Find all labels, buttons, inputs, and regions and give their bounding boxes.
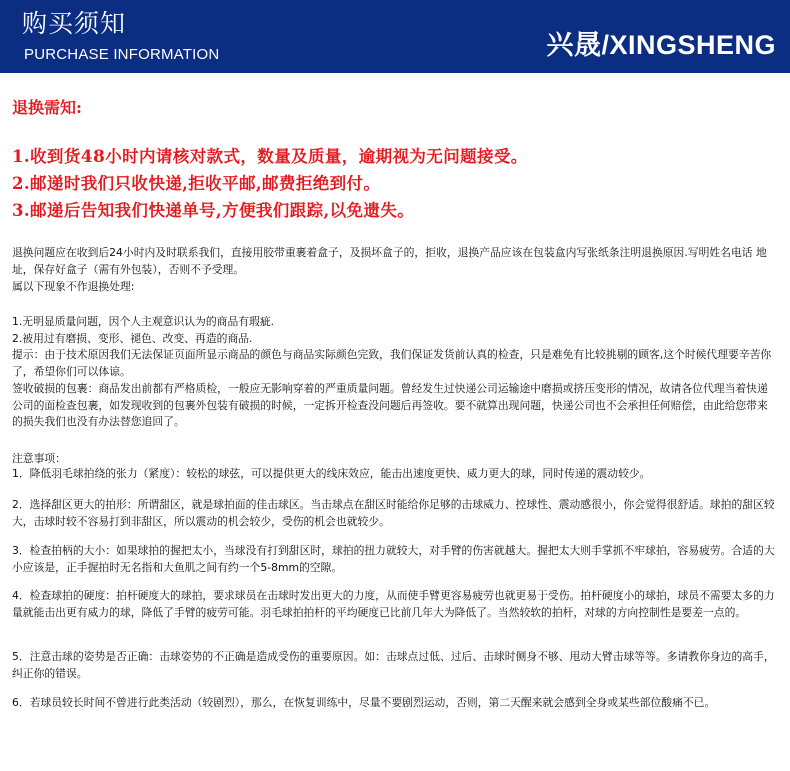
exclusion-item: 1.无明显质量问题，因个人主观意识认为的商品有瑕疵. bbox=[12, 315, 275, 328]
precaution-item: 1．降低羽毛球拍绕的张力（紧度）：较松的球弦，可以提供更大的线床效应，能击出速度更快、威力更大的球，同时传递的震动较少。 bbox=[12, 467, 651, 480]
return-note-2 bbox=[12, 170, 380, 194]
color-tip: 提示：由于技术原因我们无法保证页面所显示商品的颜色与商品实际颜色完致，我们保证发货前认真的检查，只是难免有比较挑剔的顾客,这个时候代理要辛苦你了，希望你们可以体谅。 bbox=[12, 348, 772, 378]
return-notes-heading: 退换需知: bbox=[12, 98, 82, 117]
page-subtitle: PURCHASE INFORMATION bbox=[24, 46, 220, 63]
damaged-package-note: 签收破损的包裹：商品发出前都有严格质检，一般应无影响穿着的严重质量问题。曾经发生过快递公司运输途中磨损或挤压变形的情况，故请各位代理当着快递公司的面检查包裹，如发现收到的包裹外包装有破损的时候，一定拆开检查没问题后再签收。要不就算出现问题，快递公司也不会承担任何赔偿，由此给您带来的损失我们也没有办法替您追回了。 bbox=[12, 382, 768, 428]
precaution-item: 3．检查拍柄的大小：如果球拍的握把太小，当球没有打到甜区时，球拍的扭力就较大，对手臂的伤害就越大。握把太大则手掌抓不牢球拍，容易疲劳。合适的大小应该是，正手握拍时无名指和大鱼肌之间有约一个5-8mm的空隙。 bbox=[12, 544, 775, 574]
return-note-1 bbox=[12, 143, 528, 167]
precaution-item: 5．注意击球的姿势是否正确：击球姿势的不正确是造成受伤的重要原因。如：击球点过低、过后、击球时侧身不够、甩动大臂击球等等。多请教你身边的高手，纠正你的错误。 bbox=[12, 650, 775, 680]
precaution-item: 2．选择甜区更大的拍形：所谓甜区，就是球拍面的佳击球区。当击球点在甜区时能给你足够的击球威力、控球性、震动感很小，你会觉得很舒适。球拍的甜区较大，击球时较不容易打到非甜区，所以震动的机会较少，受伤的机会也就较少。 bbox=[12, 498, 775, 528]
return-note-text: 收到货 bbox=[30, 147, 81, 166]
exclusion-item: 2.被用过有磨损、变形、褪色、改变、再造的商品. bbox=[12, 332, 253, 345]
exclusions-title: 属以下现象不作退换处理: bbox=[12, 280, 135, 293]
return-note-text: 邮递时我们只收快递,拒收平邮,邮费拒绝到付。 bbox=[30, 174, 381, 193]
return-note-number: 2. bbox=[12, 174, 31, 193]
return-note-text: 邮递后告知我们快递单号,方便我们跟踪,以免遗失。 bbox=[30, 201, 415, 220]
return-note-number: 1. bbox=[12, 147, 31, 166]
page-title: 购买须知 bbox=[22, 9, 127, 38]
return-note-number: 3. bbox=[12, 201, 31, 220]
return-policy-intro: 退换问题应在收到后24小时内及时联系我们，直接用胶带重裹着盒子，及损坏盒子的，拒收，退换产品应该在包装盒内写张纸条注明退换原因.写明姓名电话 地址，保存好盒子（需有外包装），否则不予受理。 bbox=[12, 246, 767, 276]
precaution-item: 4．检查球拍的硬度：拍杆硬度大的球拍，要求球员在击球时发出更大的力度，从而使手臂更容易疲劳也就更易于受伤。拍杆硬度小的球拍，球员不需要太多的力量就能击出更有威力的球，降低了手臂的疲劳可能。羽毛球拍拍杆的平均硬度已比前几年大为降低了。当然较软的拍杆，对球的方向控制性是要差一点的。 bbox=[12, 589, 775, 619]
precautions-title: 注意事项： bbox=[12, 452, 66, 465]
return-note-3 bbox=[12, 197, 414, 221]
precaution-item: 6．若球员较长时间不曾进行此类活动（较剧烈），那么，在恢复训练中，尽量不要剧烈运动，否则，第二天醒来就会感到全身或某些部位酸痛不已。 bbox=[12, 696, 716, 709]
return-note-highlight: 48 bbox=[80, 147, 106, 167]
return-note-text: 小时内请核对款式，数量及质量，逾期视为无问题接受。 bbox=[105, 147, 528, 166]
header-banner bbox=[0, 0, 790, 73]
brand-name: 兴晟/XINGSHENG bbox=[546, 30, 776, 60]
